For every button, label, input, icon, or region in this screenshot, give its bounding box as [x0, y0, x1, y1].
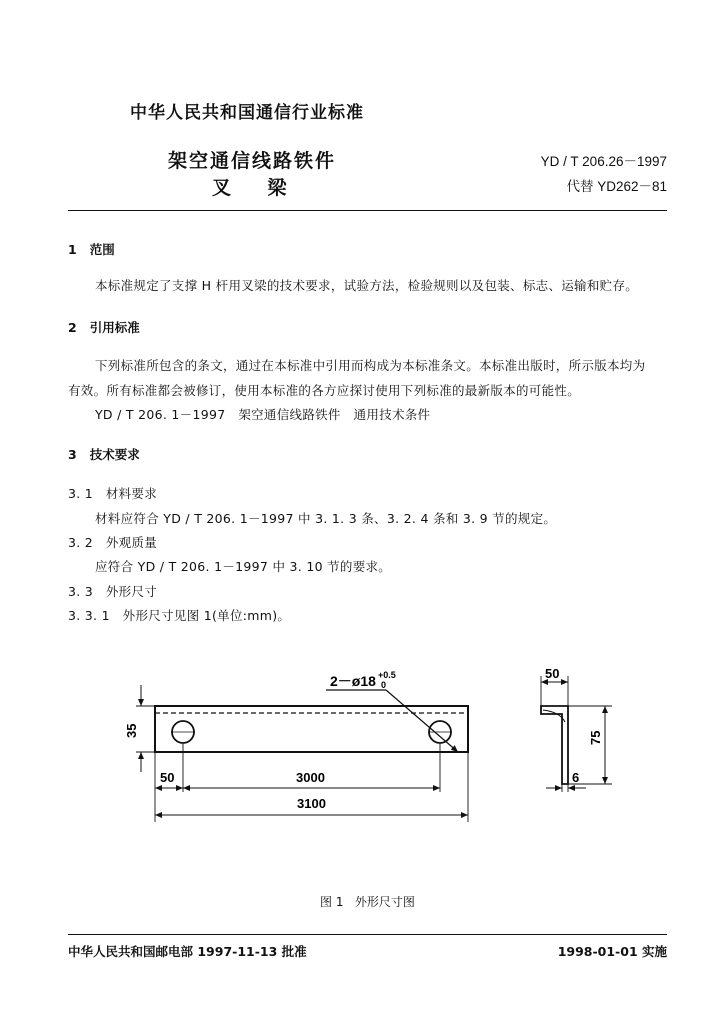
hole-tolerance-upper: +0.5 — [378, 670, 396, 680]
section-3-3-1-text: 3. 3. 1 外形尺寸见图 1(单位:mm)。 — [68, 608, 291, 623]
standard-subtitle: 叉 梁 — [212, 177, 289, 199]
dim-height-label: 35 — [124, 723, 139, 738]
section-3-1-body: 材料应符合 YD / T 206. 1－1997 中 3. 1. 3 条、3. 2. 4 条和 3. 9 节的规定。 — [95, 511, 557, 526]
dim-thickness-label: 6 — [572, 770, 580, 785]
section-3-heading: 3 技术要求 — [68, 447, 140, 462]
dim-span-label: 3000 — [296, 770, 325, 785]
issuing-body: 中华人民共和国通信行业标准 — [130, 103, 364, 123]
dim-flange-label: 50 — [545, 666, 560, 681]
section-3-3-heading: 3. 3 外形尺寸 — [68, 584, 158, 599]
standard-number: YD / T 206.26－1997 — [540, 154, 667, 169]
standard-title: 架空通信线路铁件 — [168, 150, 337, 172]
section-2-heading: 2 引用标准 — [68, 320, 140, 335]
angle-profile — [541, 706, 568, 784]
dim-total-label: 3100 — [297, 796, 326, 811]
section-1-heading: 1 范围 — [68, 242, 115, 257]
hole-tolerance-lower: 0 — [381, 680, 387, 690]
footer-rule — [68, 934, 667, 935]
figure-caption: 图 1 外形尺寸图 — [320, 895, 415, 909]
effective-date: 1998-01-01 实施 — [557, 944, 667, 959]
dim-leg-label: 75 — [588, 730, 603, 745]
section-1-body: 本标准规定了支撑 H 杆用叉梁的技术要求，试验方法，检验规则以及包装、标志、运输和贮存。 — [95, 278, 639, 293]
section-3-1-heading: 3. 1 材料要求 — [68, 486, 158, 501]
dim-left-label: 50 — [160, 770, 175, 785]
hole-leader-line — [386, 690, 458, 752]
replaces-standard: 代替 YD262－81 — [566, 179, 667, 194]
section-3-2-heading: 3. 2 外观质量 — [68, 535, 158, 550]
referenced-standard: YD / T 206. 1－1997 架空通信线路铁件 通用技术条件 — [95, 407, 431, 422]
hole-spec-label: 2－ø18 — [330, 673, 376, 689]
section-2-body-line1: 下列标准所包含的条文，通过在本标准中引用而构成为本标准条文。本标准出版时，所示版本均为 — [95, 358, 646, 373]
figure-1-drawing — [0, 640, 717, 840]
header-rule — [68, 210, 667, 211]
section-3-2-body: 应符合 YD / T 206. 1－1997 中 3. 10 节的要求。 — [95, 559, 392, 574]
section-2-body-line2: 有效。所有标准都会被修订，使用本标准的各方应探讨使用下列标准的最新版本的可能性。 — [68, 383, 581, 398]
approval-statement: 中华人民共和国邮电部 1997-11-13 批准 — [68, 944, 307, 959]
